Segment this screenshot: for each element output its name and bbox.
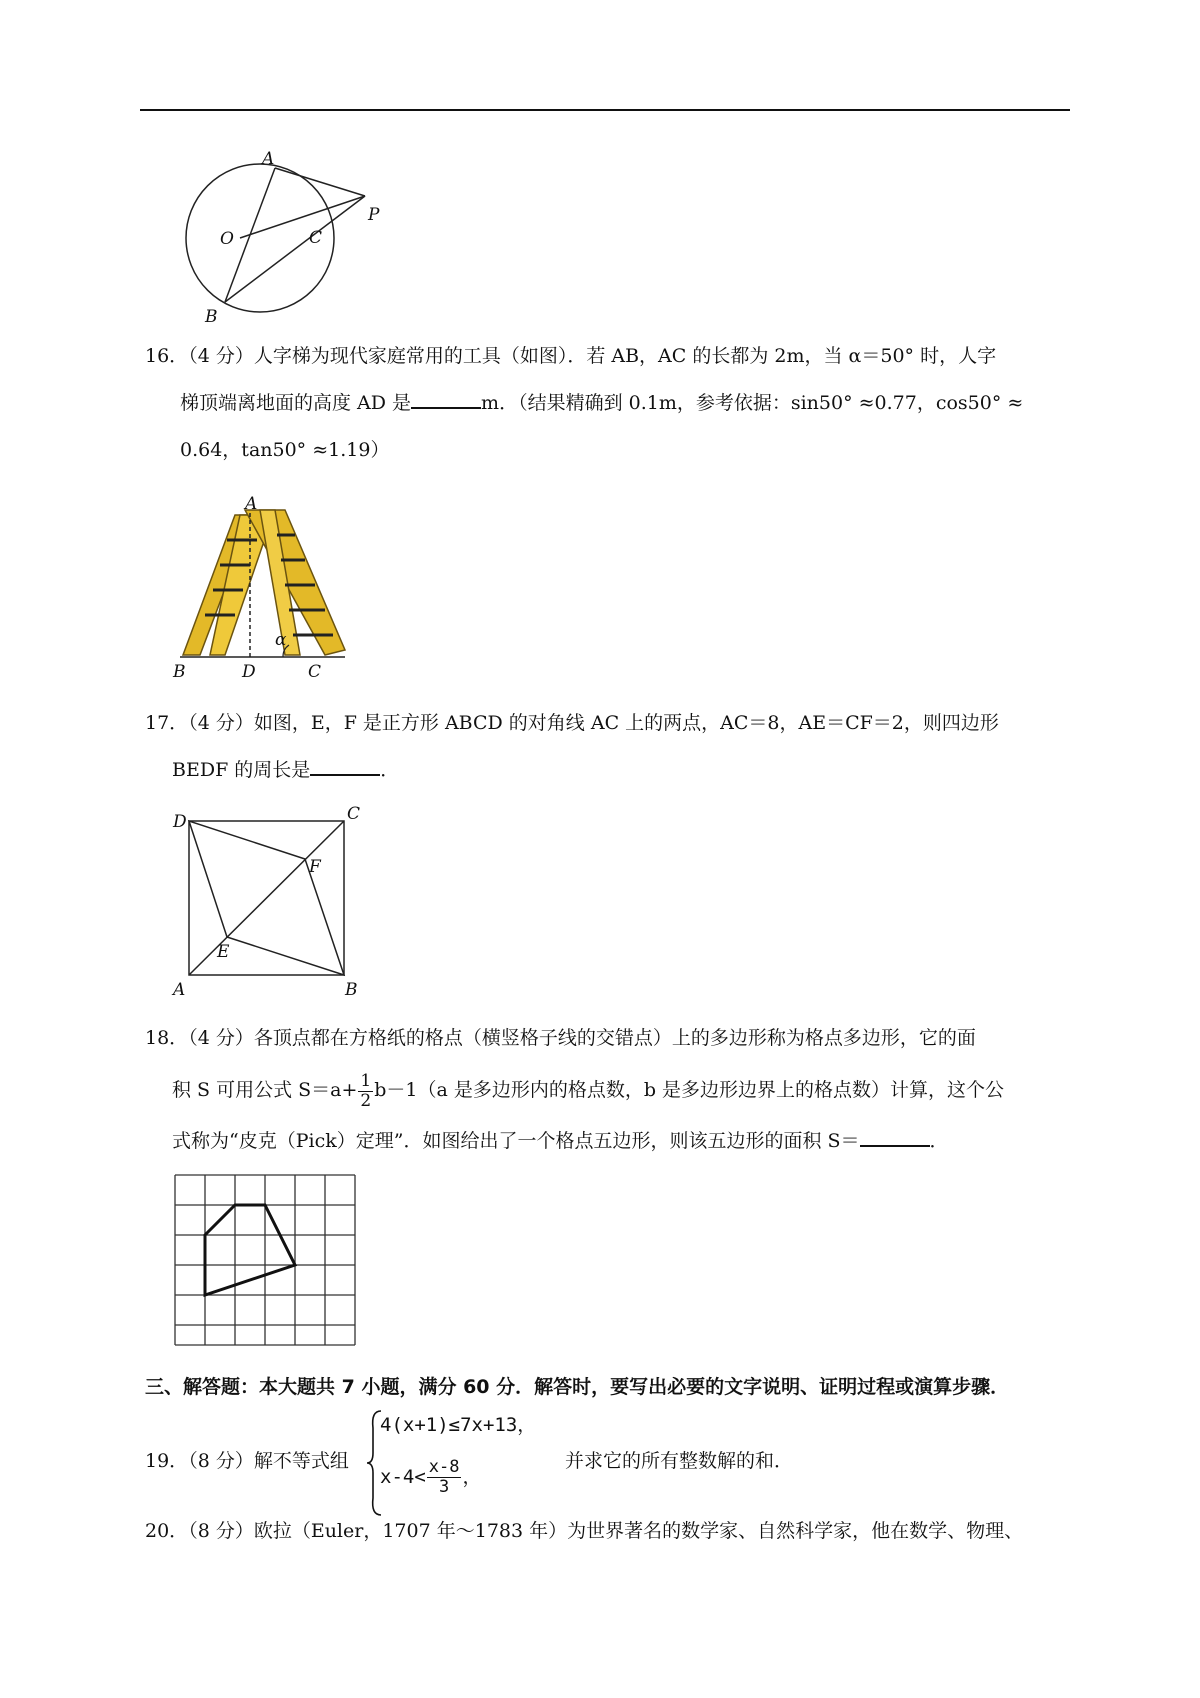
q18-line2b: b－1（a 是多边形内的格点数，b 是多边形边界上的格点数）计算，这个公 (374, 1079, 1005, 1101)
q16-answer-blank (411, 387, 481, 409)
question-17 (145, 700, 1070, 794)
q16-line2a: 梯顶端离地面的高度 AD 是 (180, 392, 412, 414)
label-p: P (368, 205, 380, 225)
q18-number: 18． (145, 1027, 189, 1049)
q17-line2a: BEDF 的周长是 (172, 759, 311, 781)
q17-answer-blank (310, 754, 380, 776)
q18-fraction: $\frac{1}{2}$ (360, 1070, 372, 1111)
ladder-label-alpha: α (275, 630, 287, 650)
question-20 (145, 1508, 1070, 1555)
q19-ineq2-left: x-4< (380, 1466, 426, 1488)
q17-score: （4 分） (188, 712, 254, 734)
q20-number: 20． (145, 1520, 189, 1542)
ladder-label-a: A (245, 495, 258, 514)
section-3-heading: 三、解答题：本大题共 7 小题，满分 60 分．解答时，要写出必要的文字说明、证明过程或演算步骤． (145, 1376, 1010, 1398)
square-label-c: C (347, 805, 361, 824)
square-figure (165, 805, 365, 995)
q16-score: （4 分） (188, 345, 254, 367)
ladder-label-b: B (173, 662, 186, 682)
ladder-figure (165, 495, 365, 685)
line-bp (225, 196, 365, 302)
lattice-pentagon (205, 1205, 295, 1295)
q17-line2b: ． (380, 759, 400, 781)
q18-line1: 各顶点都在方格纸的格点（横竖格子线的交错点）上的多边形称为格点多边形，它的面 (253, 1027, 976, 1049)
q19-ineq2-comma: ， (462, 1466, 482, 1488)
q20-line1: 欧拉（Euler，1707 年～1783 年）为世界著名的数学家、自然科学家，他在数学、物理、 (253, 1520, 1024, 1542)
q17-line1: 如图，E，F 是正方形 ABCD 的对角线 AC 上的两点，AC＝8，AE＝CF＝2，则四边形 (253, 712, 999, 734)
label-a: A (262, 150, 275, 169)
grid-figure (170, 1170, 360, 1350)
q16-line2b: m．（结果精确到 0.1m，参考依据：sin50° ≈0.77，cos50° ≈ (481, 392, 1024, 414)
q19-suffix: 并求它的所有整数解的和． (565, 1450, 794, 1472)
q19-inequality-2 (380, 1458, 482, 1497)
line-ap (275, 168, 365, 196)
q18-line3a: 式称为“皮克（Pick）定理”．如图给出了一个格点五边形，则该五边形的面积 S＝ (172, 1130, 860, 1152)
label-o: O (220, 229, 234, 249)
ladder-label-c: C (308, 662, 322, 682)
q18-line2a: 积 S 可用公式 S＝a+ (172, 1079, 358, 1101)
q19-prefix: 解不等式组 (253, 1450, 349, 1472)
q19-score: （8 分） (188, 1450, 254, 1472)
square-label-b: B (345, 980, 358, 995)
square-label-d: D (173, 812, 187, 832)
circle-figure (165, 150, 405, 330)
line-op (240, 196, 365, 238)
ladder-label-d: D (242, 662, 256, 682)
header-rule (140, 109, 1070, 111)
question-18 (145, 1015, 1070, 1165)
q19-ineq2-fraction: $\frac{x-8}{3}$ (428, 1457, 460, 1497)
label-c: C (309, 228, 323, 248)
q18-answer-blank (860, 1125, 930, 1147)
q18-score: （4 分） (188, 1027, 254, 1049)
question-16 (145, 333, 1070, 474)
diagonal-ac (189, 821, 344, 975)
square-label-a: A (173, 980, 186, 995)
square-label-e: E (217, 942, 230, 962)
label-b: B (205, 307, 218, 327)
q19-number: 19． (145, 1450, 189, 1472)
q17-number: 17． (145, 712, 189, 734)
q16-line3: 0.64，tan50° ≈1.19） (180, 439, 390, 461)
q16-number: 16． (145, 345, 189, 367)
q16-line1: 人字梯为现代家庭常用的工具（如图）．若 AB，AC 的长都为 2m，当 α＝50° 时，人字 (253, 345, 997, 367)
q18-line3b: ． (929, 1130, 949, 1152)
q20-score: （8 分） (188, 1520, 254, 1542)
square-label-f: F (309, 857, 321, 877)
q19-inequality-1: 4(x+1)≤7x+13， (380, 1414, 537, 1436)
